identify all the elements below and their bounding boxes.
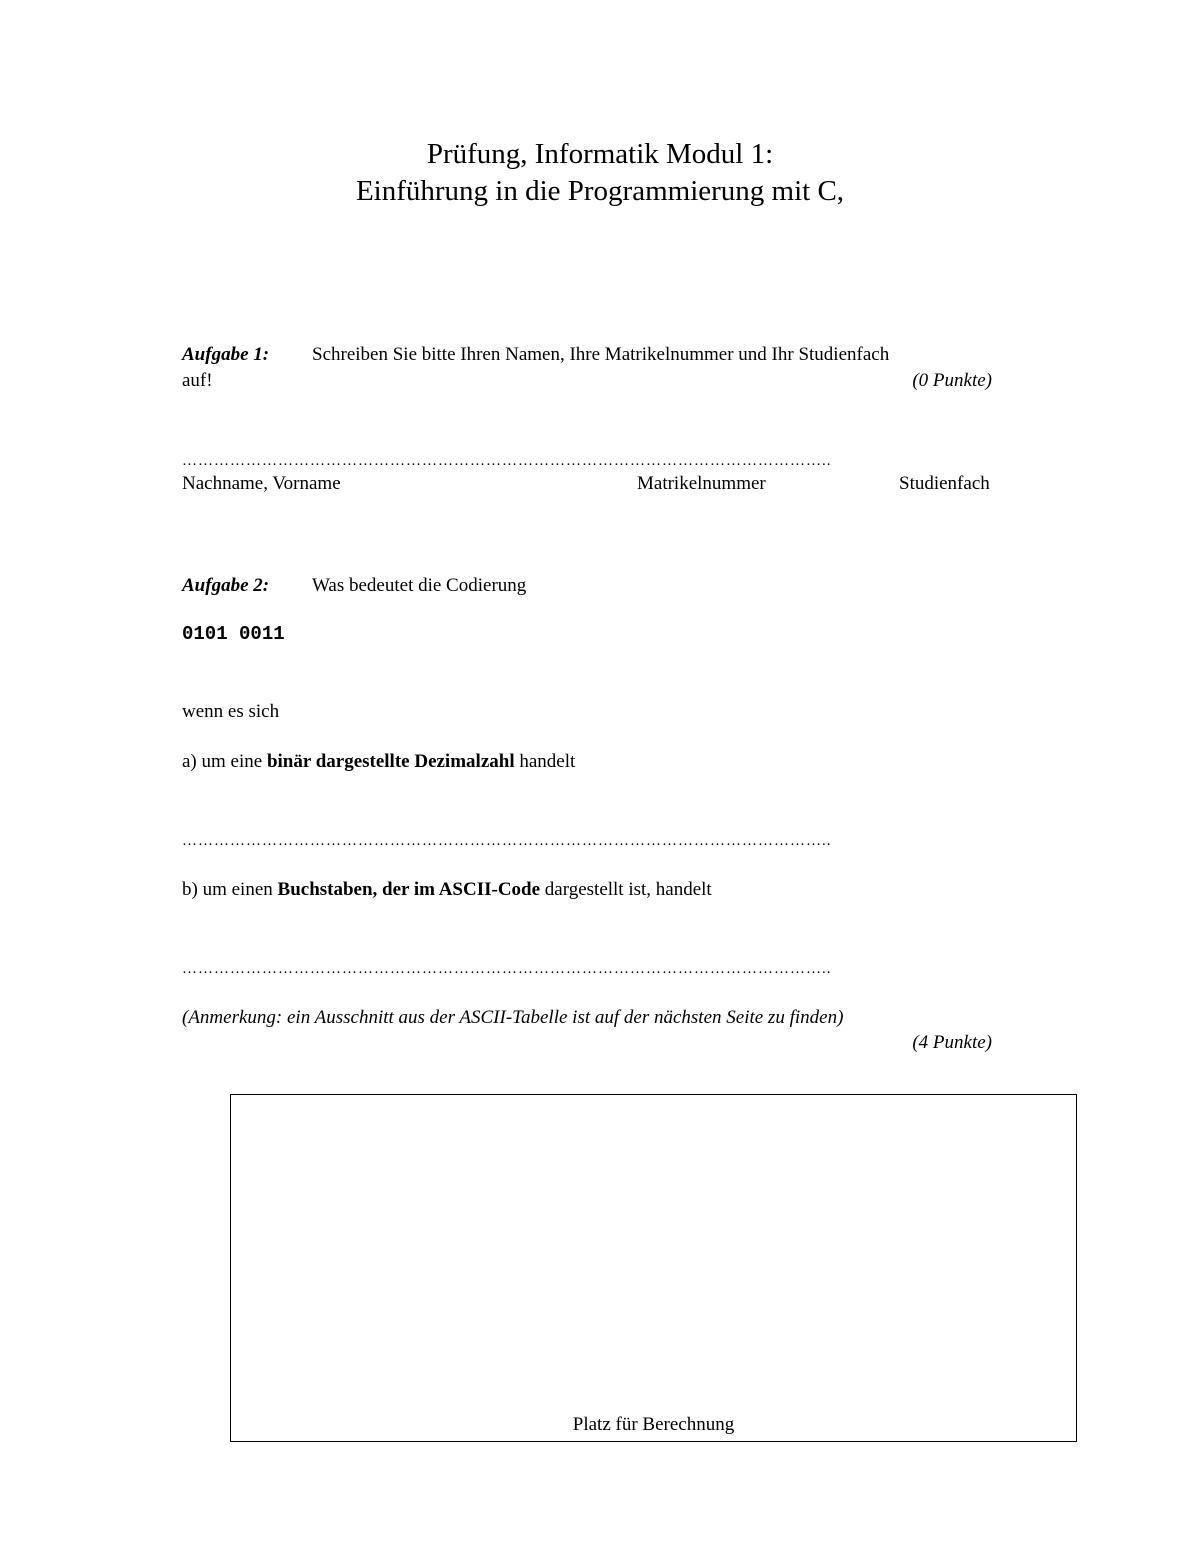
part-a-prefix: a) um eine [182, 751, 267, 772]
task-1-instruction-cont: auf! [182, 370, 213, 391]
task-2-question: Was bedeutet die Codierung [312, 575, 527, 596]
ascii-table-note: (Anmerkung: ein Ausschnitt aus der ASCII-Tabelle ist auf der nächsten Seite zu finden) [182, 1007, 844, 1028]
task-1-label: Aufgabe 1: [182, 344, 270, 365]
task-2-points: (4 Punkte) [912, 1032, 992, 1053]
page-title-line-2: Einführung in die Programmierung mit C, [355, 175, 845, 207]
answer-line-personal-data[interactable]: ………………………………………………………………………………………………………….. [182, 453, 832, 469]
field-label-studienfach: Studienfach [899, 473, 990, 494]
part-b-emphasis: Buchstaben, der im ASCII-Code [277, 879, 541, 900]
field-label-name: Nachname, Vorname [182, 473, 341, 494]
answer-line-part-b[interactable]: ………………………………………………………………………………………………………….. [182, 961, 832, 977]
calculation-box-label: Platz für Berechnung [572, 1414, 735, 1435]
task-2-label: Aufgabe 2: [182, 575, 270, 596]
part-b-suffix: dargestellt ist, handelt [540, 879, 712, 900]
calculation-box[interactable] [230, 1094, 1077, 1442]
task-2-intro: wenn es sich [182, 701, 280, 722]
answer-line-part-a[interactable]: ………………………………………………………………………………………………………….. [182, 833, 832, 849]
field-label-matrikel: Matrikelnummer [637, 473, 766, 494]
part-b-prefix: b) um einen [182, 879, 278, 900]
task-1-points: (0 Punkte) [912, 370, 992, 391]
binary-code: 0101 0011 [182, 623, 285, 645]
task-2-part-a [182, 750, 575, 774]
task-2-part-b [182, 878, 712, 902]
part-a-suffix: handelt [514, 751, 576, 772]
page-title-line-1: Prüfung, Informatik Modul 1: [426, 138, 774, 170]
task-1-instruction: Schreiben Sie bitte Ihren Namen, Ihre Matrikelnummer und Ihr Studienfach [312, 344, 890, 365]
part-a-emphasis: binär dargestellte Dezimalzahl [266, 751, 515, 772]
